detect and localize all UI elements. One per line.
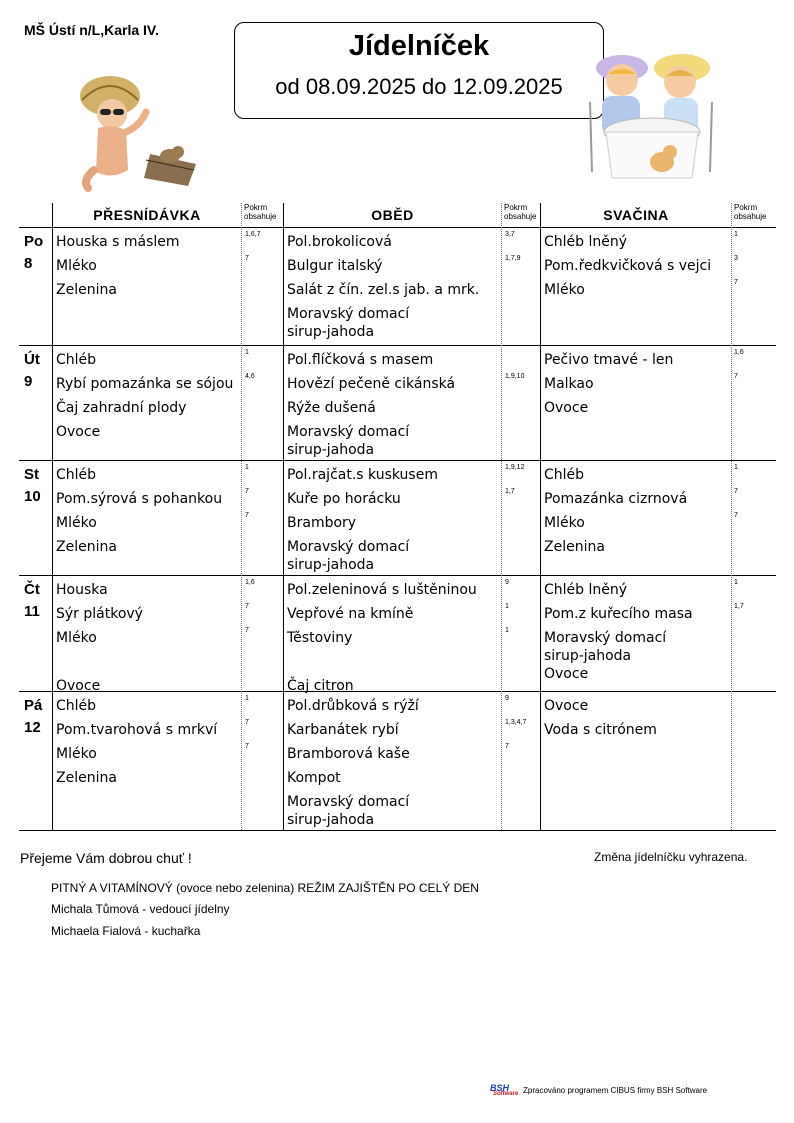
allergen-codes: 1: [734, 579, 738, 586]
menu-item: Salát z čín. zel.s jab. a mrk.: [287, 282, 480, 298]
allergen-codes: 7: [734, 279, 738, 286]
column-header-afternoon-snack: SVAČINA: [603, 207, 669, 223]
menu-item: Karbanátek rybí: [287, 722, 399, 738]
menu-item: Pol.zeleninová s luštěninou: [287, 582, 477, 598]
menu-item: Chléb: [544, 467, 585, 483]
menu-item: Bramborová kaše: [287, 746, 410, 762]
column-divider: [52, 203, 53, 830]
menu-item: Pom.tvarohová s mrkví: [56, 722, 218, 738]
menu-item: Moravský domací sirup-jahoda: [544, 630, 667, 664]
menu-item: Pol.flíčková s masem: [287, 352, 434, 368]
allergen-codes: 7: [505, 743, 509, 750]
menu-item: Čaj zahradní plody: [56, 400, 187, 416]
allergen-codes: 7: [245, 719, 249, 726]
menu-item: Pomazánka cizrnová: [544, 491, 688, 507]
day-abbreviation: Čt: [24, 581, 40, 598]
menu-item: Mléko: [56, 746, 97, 762]
day-abbreviation: Po: [24, 233, 44, 250]
allergen-codes: 1,9,10: [505, 373, 525, 380]
title-box: [234, 22, 604, 119]
row-divider: [19, 345, 776, 346]
menu-item: Chléb lněný: [544, 582, 628, 598]
column-header-snack: PŘESNÍDÁVKA: [93, 207, 201, 223]
allergen-codes: 1: [734, 231, 738, 238]
row-divider: [19, 691, 776, 692]
menu-item: Mléko: [56, 515, 97, 531]
allergen-divider: [501, 203, 502, 830]
menu-item: Rybí pomazánka se sójou: [56, 376, 234, 392]
menu-item: Moravský domací sirup-jahoda: [287, 424, 410, 458]
allergen-codes: 3,7: [505, 231, 515, 238]
page-title: Jídelníček: [348, 30, 490, 62]
manager-name: Michala Tůmová - vedoucí jídelny: [51, 902, 230, 916]
allergen-codes: 1: [505, 603, 509, 610]
allergen-codes: 1: [734, 464, 738, 471]
allergen-codes: 1,7,9: [505, 255, 521, 262]
software-note: Zpracováno programem CIBUS firmy BSH Software: [523, 1086, 708, 1095]
menu-item: Zelenina: [544, 539, 605, 555]
day-number: 10: [24, 488, 41, 505]
row-divider: [19, 460, 776, 461]
menu-item: Chléb: [56, 467, 97, 483]
allergen-header: Pokrm obsahuje: [244, 203, 277, 221]
menu-item: Pom.sýrová s pohankou: [56, 491, 223, 507]
menu-item: Pol.rajčat.s kuskusem: [287, 467, 438, 483]
column-divider: [540, 203, 541, 830]
allergen-codes: 7: [245, 512, 249, 519]
school-name: MŠ Ústí n/L,Karla IV.: [24, 22, 159, 38]
day-number: 9: [24, 373, 33, 390]
menu-item: Bulgur italský: [287, 258, 383, 274]
day-abbreviation: Pá: [24, 697, 43, 714]
table-bottom-rule: [19, 830, 776, 831]
menu-item: Moravský domací sirup-jahoda: [287, 306, 410, 340]
allergen-codes: 1,9,12: [505, 464, 525, 471]
menu-item: Moravský domací sirup-jahoda: [287, 539, 410, 573]
menu-item: Hovězí pečeně cikánská: [287, 376, 456, 392]
menu-item: Houska s máslem: [56, 234, 180, 250]
menu-item: Pom.ředkvičková s vejci: [544, 258, 712, 274]
change-note: Změna jídelníčku vyhrazena.: [594, 850, 748, 864]
menu-item: Malkao: [544, 376, 594, 392]
menu-item: Čaj citron: [287, 678, 354, 694]
allergen-codes: 7: [245, 743, 249, 750]
allergen-codes: 1: [245, 695, 249, 702]
menu-item: Voda s citrónem: [544, 722, 657, 738]
bsh-logo: [490, 1083, 518, 1097]
menu-item: Ovoce: [56, 678, 101, 694]
menu-item: Ovoce: [56, 424, 101, 440]
day-abbreviation: St: [24, 466, 39, 483]
logo-text: BSH: [490, 1083, 510, 1093]
bon-appetit: Přejeme Vám dobrou chuť !: [20, 850, 192, 866]
allergen-codes: 7: [245, 255, 249, 262]
allergen-codes: 7: [734, 512, 738, 519]
allergen-codes: 1,6,7: [245, 231, 261, 238]
menu-item: Pečivo tmavé - len: [544, 352, 674, 368]
allergen-codes: 1,7: [505, 488, 515, 495]
allergen-divider: [241, 203, 242, 830]
allergen-codes: 1: [245, 349, 249, 356]
menu-item: Houska: [56, 582, 108, 598]
cook-name: Michaela Fialová - kuchařka: [51, 924, 201, 938]
menu-item: Těstoviny: [287, 630, 353, 646]
day-number: 12: [24, 719, 41, 736]
allergen-codes: 9: [505, 695, 509, 702]
day-number: 8: [24, 255, 33, 272]
menu-item: Mléko: [544, 282, 585, 298]
menu-item: Kompot: [287, 770, 341, 786]
day-number: 11: [24, 603, 40, 620]
header-rule: [19, 227, 776, 228]
drinks-note: PITNÝ A VITAMÍNOVÝ (ovoce nebo zelenina) REŽIM ZAJIŠTĚN PO CELÝ DEN: [51, 881, 479, 895]
allergen-codes: 1,6: [245, 579, 255, 586]
allergen-codes: 1,7: [734, 603, 744, 610]
allergen-divider: [731, 203, 732, 830]
day-abbreviation: Út: [24, 351, 40, 368]
date-range: od 08.09.2025 do 12.09.2025: [275, 74, 563, 99]
menu-item: Zelenina: [56, 282, 117, 298]
allergen-codes: 1,3,4,7: [505, 719, 527, 726]
menu-item: Mléko: [56, 258, 97, 274]
menu-item: Pol.drůbková s rýží: [287, 698, 419, 714]
menu-item: Zelenina: [56, 539, 117, 555]
allergen-codes: 1: [505, 627, 509, 634]
allergen-header: Pokrm obsahuje: [734, 203, 767, 221]
allergen-codes: 9: [505, 579, 509, 586]
menu-item: Ovoce: [544, 698, 589, 714]
menu-item: Mléko: [544, 515, 585, 531]
menu-item: Ovoce: [544, 400, 589, 416]
sunbathing-child-illustration: [72, 70, 204, 196]
menu-item: Moravský domací sirup-jahoda: [287, 794, 410, 828]
allergen-codes: 3: [734, 255, 738, 262]
allergen-codes: 1,6: [734, 349, 744, 356]
column-divider: [283, 203, 284, 830]
menu-item: Rýže dušená: [287, 400, 376, 416]
allergen-codes: 4,6: [245, 373, 255, 380]
menu-item: Ovoce: [544, 666, 589, 682]
allergen-codes: 7: [245, 627, 249, 634]
menu-item: Chléb: [56, 698, 97, 714]
allergen-codes: 7: [245, 603, 249, 610]
menu-item: Sýr plátkový: [56, 606, 143, 622]
allergen-codes: 7: [245, 488, 249, 495]
menu-item: Chléb: [56, 352, 97, 368]
menu-item: Zelenina: [56, 770, 117, 786]
allergen-codes: 7: [734, 488, 738, 495]
logo-subtext: Software: [493, 1091, 519, 1097]
menu-item: Mléko: [56, 630, 97, 646]
menu-item: Vepřové na kmíně: [287, 606, 414, 622]
tea-party-illustration: [582, 42, 722, 190]
menu-item: Chléb lněný: [544, 234, 628, 250]
allergen-codes: 1: [245, 464, 249, 471]
allergen-codes: 7: [734, 373, 738, 380]
allergen-header: Pokrm obsahuje: [504, 203, 537, 221]
column-header-lunch: OBĚD: [371, 207, 414, 223]
menu-item: Brambory: [287, 515, 357, 531]
menu-item: Kuře po horácku: [287, 491, 401, 507]
menu-item: Pom.z kuřecího masa: [544, 606, 693, 622]
menu-item: Pol.brokolicová: [287, 234, 392, 250]
row-divider: [19, 575, 776, 576]
